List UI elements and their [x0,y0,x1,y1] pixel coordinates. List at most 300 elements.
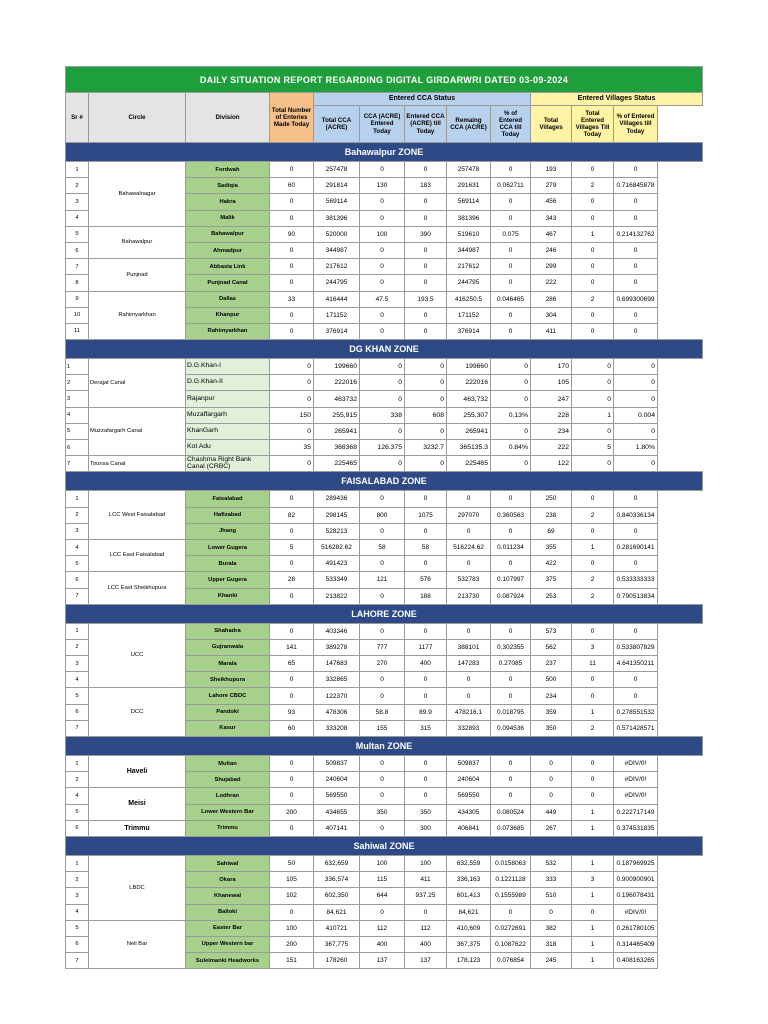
total-villages-cell: 228 [531,407,572,423]
remaining-cca-cell: 225465 [447,456,491,472]
division-name: Punjnad Canal [186,275,270,291]
villages-till-today-cell: 1 [572,855,614,871]
total-villages-cell: 510 [531,888,572,904]
remaining-cca-cell: 569114 [447,194,491,210]
division-name: Khanewal [186,888,270,904]
header-total-cca: Total CCA (ACRE) [314,106,360,143]
cca-today-cell: 270 [360,656,405,672]
remaining-cca-cell: 463,732 [447,391,491,407]
total-villages-cell: 343 [531,210,572,226]
remaining-cca-cell: 532783 [447,572,491,588]
total-villages-cell: 222 [531,275,572,291]
cca-till-today-cell: 0 [405,307,447,323]
total-entries-cell: 0 [270,788,314,804]
sr-number: 4 [66,210,89,226]
circle-name: Haveli [89,756,186,788]
pct-villages-cell: 0.900900901 [614,872,658,888]
villages-till-today-cell: 2 [572,291,614,307]
remaining-cca-cell: 434305 [447,804,491,820]
cca-till-today-cell: 0 [405,556,447,572]
table-row [66,359,703,375]
remaining-cca-cell: 410,609 [447,920,491,936]
cca-today-cell: 0 [360,423,405,439]
sr-number: 2 [66,872,89,888]
villages-till-today-cell: 0 [572,359,614,375]
remaining-cca-cell: 257478 [447,162,491,178]
cca-till-today-cell: 0 [405,423,447,439]
villages-till-today-cell: 0 [572,491,614,507]
remaining-cca-cell: 632,559 [447,855,491,871]
pct-villages-cell: 0 [614,672,658,688]
pct-cca-cell: 0.0272691 [491,920,531,936]
pct-villages-cell: 0.187969925 [614,855,658,871]
total-entries-cell: 0 [270,323,314,339]
table-row [66,226,703,242]
pct-villages-cell: 0.004 [614,407,658,423]
pct-villages-cell: 0 [614,359,658,375]
total-cca-cell: 528213 [314,523,360,539]
cca-till-today-cell: 0 [405,194,447,210]
cca-today-cell: 777 [360,639,405,655]
sr-number: 6 [66,440,89,456]
pct-cca-cell: 0 [491,194,531,210]
remaining-cca-cell: 406841 [447,820,491,836]
total-entries-cell: 0 [270,375,314,391]
total-villages-cell: 246 [531,242,572,258]
header-total-villages: Total Villages [531,106,572,143]
girdawri-report-table [65,66,703,969]
sr-number: 7 [66,259,89,275]
cca-till-today-cell: 400 [405,656,447,672]
cca-till-today-cell: 411 [405,872,447,888]
sr-number: 7 [66,456,89,472]
division-name: Hafizabad [186,507,270,523]
pct-cca-cell: 0 [491,259,531,275]
table-row [66,539,703,555]
total-entries-cell: 151 [270,953,314,969]
total-entries-cell: 0 [270,623,314,639]
total-villages-cell: 562 [531,639,572,655]
header-villages-till-today: Total Entered Villages Till Today [572,106,614,143]
remaining-cca-cell: 336,163 [447,872,491,888]
pct-villages-cell: 0 [614,194,658,210]
division-name: Burala [186,556,270,572]
zone-title: FAISALABAD ZONE [66,472,703,491]
pct-cca-cell: 0.27085 [491,656,531,672]
sr-number: 3 [66,391,89,407]
remaining-cca-cell: 344987 [447,242,491,258]
circle-name: Neli Bar [89,920,186,969]
sr-number: 2 [66,507,89,523]
cca-till-today-cell: 1177 [405,639,447,655]
pct-villages-cell: 0 [614,275,658,291]
remaining-cca-cell: 199660 [447,359,491,375]
total-cca-cell: 222016 [314,375,360,391]
total-entries-cell: 35 [270,440,314,456]
circle-name: LBDC [89,855,186,920]
cca-today-cell: 0 [360,588,405,604]
pct-cca-cell: 0 [491,904,531,920]
pct-cca-cell: 0.075 [491,226,531,242]
cca-till-today-cell: 0 [405,756,447,772]
villages-till-today-cell: 1 [572,704,614,720]
cca-today-cell: 350 [360,804,405,820]
header-cca-today: CCA (ACRE) Entered Today [360,106,405,143]
report-title: DAILY SITUATION REPORT REGARDING DIGITAL GIRDARWRI DATED 03-09-2024 [66,67,703,93]
circle-name: Rahimyarkhan [89,291,186,340]
pct-villages-cell: 0.716845878 [614,178,658,194]
division-name: Abbasia Link [186,259,270,275]
total-villages-cell: 247 [531,391,572,407]
pct-cca-cell: 0.84% [491,440,531,456]
pct-villages-cell: 0.840336134 [614,507,658,523]
division-name: D.G.Khan-I [186,359,270,375]
total-villages-cell: 0 [531,756,572,772]
pct-cca-cell: 0.080524 [491,804,531,820]
pct-villages-cell: 0.790513834 [614,588,658,604]
sr-number: 6 [66,572,89,588]
pct-villages-cell: 0 [614,375,658,391]
remaining-cca-cell: 0 [447,672,491,688]
pct-cca-cell: 0 [491,323,531,339]
total-villages-cell: 237 [531,656,572,672]
total-villages-cell: 449 [531,804,572,820]
total-entries-cell: 90 [270,226,314,242]
villages-till-today-cell: 1 [572,953,614,969]
cca-till-today-cell: 0 [405,162,447,178]
total-entries-cell: 0 [270,275,314,291]
total-entries-cell: 0 [270,491,314,507]
remaining-cca-cell: 516224.62 [447,539,491,555]
villages-till-today-cell: 0 [572,788,614,804]
division-name: Sahiwal [186,855,270,871]
zone-header-row [66,472,703,491]
total-cca-cell: 217612 [314,259,360,275]
total-villages-cell: 456 [531,194,572,210]
total-villages-cell: 0 [531,772,572,788]
table-row [66,162,703,178]
pct-villages-cell: 0.314465409 [614,936,658,952]
total-villages-cell: 500 [531,672,572,688]
cca-today-cell: 0 [360,523,405,539]
total-villages-cell: 250 [531,491,572,507]
remaining-cca-cell: 365135.3 [447,440,491,456]
cca-today-cell: 0 [360,194,405,210]
cca-till-today-cell: 0 [405,242,447,258]
cca-today-cell: 0 [360,210,405,226]
total-cca-cell: 389278 [314,639,360,655]
pct-villages-cell: 0.374531835 [614,820,658,836]
zone-title: LAHORE ZONE [66,604,703,623]
cca-today-cell: 0 [360,307,405,323]
zone-header-row [66,737,703,756]
report-title-row [66,67,703,93]
total-villages-cell: 411 [531,323,572,339]
total-villages-cell: 299 [531,259,572,275]
cca-till-today-cell: 0 [405,375,447,391]
pct-villages-cell: 0.408163265 [614,953,658,969]
total-cca-cell: 225465 [314,456,360,472]
division-name: Kot Adu [186,440,270,456]
sr-number: 4 [66,672,89,688]
sr-number: 3 [66,656,89,672]
villages-till-today-cell: 0 [572,391,614,407]
pct-cca-cell: 0 [491,772,531,788]
pct-villages-cell: 0.261780105 [614,920,658,936]
total-entries-cell: 105 [270,872,314,888]
cca-today-cell: 155 [360,720,405,736]
pct-cca-cell: 0 [491,375,531,391]
cca-today-cell: 0 [360,772,405,788]
pct-cca-cell: 0 [491,672,531,688]
total-villages-cell: 238 [531,507,572,523]
total-entries-cell: 93 [270,704,314,720]
total-cca-cell: 367,775 [314,936,360,952]
circle-name: UCC [89,623,186,688]
cca-today-cell: 137 [360,953,405,969]
remaining-cca-cell: 0 [447,523,491,539]
division-name: Sadiqia [186,178,270,194]
pct-villages-cell: 0 [614,259,658,275]
division-name: Okara [186,872,270,888]
cca-till-today-cell: 100 [405,855,447,871]
cca-today-cell: 0 [360,375,405,391]
division-name: Bahawalpur [186,226,270,242]
sr-number: 3 [66,888,89,904]
pct-villages-cell: 0 [614,391,658,407]
division-name: Rahimyarkhan [186,323,270,339]
division-name: Marala [186,656,270,672]
sr-number: 2 [66,375,89,391]
total-villages-cell: 333 [531,872,572,888]
pct-cca-cell: 0 [491,556,531,572]
cca-till-today-cell: 315 [405,720,447,736]
division-name: Lahore CBDC [186,688,270,704]
cca-today-cell: 112 [360,920,405,936]
pct-cca-cell: 0 [491,756,531,772]
total-entries-cell: 0 [270,820,314,836]
total-cca-cell: 478306 [314,704,360,720]
circle-name: DCC [89,688,186,737]
total-villages-cell: 318 [531,936,572,952]
total-entries-cell: 0 [270,588,314,604]
villages-till-today-cell: 11 [572,656,614,672]
cca-today-cell: 0 [360,788,405,804]
total-villages-cell: 382 [531,920,572,936]
cca-till-today-cell: 0 [405,259,447,275]
villages-till-today-cell: 0 [572,307,614,323]
total-cca-cell: 265941 [314,423,360,439]
division-name: Lower Gugera [186,539,270,555]
cca-till-today-cell: 576 [405,572,447,588]
sr-number: 7 [66,720,89,736]
villages-till-today-cell: 0 [572,556,614,572]
division-name: Khanpur [186,307,270,323]
pct-cca-cell: 0.360563 [491,507,531,523]
villages-till-today-cell: 0 [572,162,614,178]
division-name: Upper Gugera [186,572,270,588]
division-name: Suleimanki Headworks [186,953,270,969]
header-pct-cca: % of Entered CCA till Today [491,106,531,143]
villages-till-today-cell: 2 [572,588,614,604]
cca-today-cell: 0 [360,391,405,407]
remaining-cca-cell: 255,307 [447,407,491,423]
table-row [66,456,703,472]
total-cca-cell: 602,350 [314,888,360,904]
pct-cca-cell: 0.1087622 [491,936,531,952]
cca-today-cell: 800 [360,507,405,523]
pct-villages-cell: 0 [614,242,658,258]
cca-today-cell: 58 [360,539,405,555]
cca-till-today-cell: 89.9 [405,704,447,720]
pct-villages-cell: 0 [614,491,658,507]
total-entries-cell: 0 [270,523,314,539]
division-name: Shujabad [186,772,270,788]
villages-till-today-cell: 5 [572,440,614,456]
total-entries-cell: 141 [270,639,314,655]
header-cca-till-today: Entered CCA (ACRE) till Today [405,106,447,143]
division-name: Multan [186,756,270,772]
villages-till-today-cell: 0 [572,772,614,788]
cca-till-today-cell: 3232.7 [405,440,447,456]
pct-cca-cell: 0.107997 [491,572,531,588]
pct-cca-cell: 0.302355 [491,639,531,655]
pct-villages-cell: 0.214132762 [614,226,658,242]
total-villages-cell: 69 [531,523,572,539]
pct-cca-cell: 0.0158063 [491,855,531,871]
total-cca-cell: 240604 [314,772,360,788]
total-villages-cell: 286 [531,291,572,307]
cca-today-cell: 644 [360,888,405,904]
division-name: Hakra [186,194,270,210]
header-row-1 [66,93,703,106]
total-cca-cell: 199660 [314,359,360,375]
remaining-cca-cell: 0 [447,491,491,507]
table-row [66,407,703,423]
pct-cca-cell: 0 [491,456,531,472]
total-cca-cell: 434655 [314,804,360,820]
pct-villages-cell: 0 [614,623,658,639]
cca-till-today-cell: 390 [405,226,447,242]
villages-till-today-cell: 0 [572,904,614,920]
villages-till-today-cell: 0 [572,623,614,639]
villages-till-today-cell: 1 [572,539,614,555]
total-villages-cell: 234 [531,423,572,439]
total-villages-cell: 267 [531,820,572,836]
total-cca-cell: 491423 [314,556,360,572]
total-entries-cell: 150 [270,407,314,423]
villages-till-today-cell: 0 [572,242,614,258]
pct-villages-cell: 0.571428571 [614,720,658,736]
division-name: Ahmadpur [186,242,270,258]
sr-number: 1 [66,623,89,639]
pct-cca-cell: 0.011234 [491,539,531,555]
cca-till-today-cell: 0 [405,904,447,920]
division-name: Faisalabad [186,491,270,507]
total-cca-cell: 569114 [314,194,360,210]
sr-number: 5 [66,226,89,242]
sr-number: 1 [66,855,89,871]
cca-till-today-cell: 1075 [405,507,447,523]
total-entries-cell: 60 [270,178,314,194]
villages-till-today-cell: 3 [572,872,614,888]
total-entries-cell: 0 [270,756,314,772]
table-row [66,788,703,804]
cca-till-today-cell: 137 [405,953,447,969]
pct-cca-cell: 0.087924 [491,588,531,604]
cca-till-today-cell: 188 [405,588,447,604]
remaining-cca-cell: 381396 [447,210,491,226]
cca-today-cell: 0 [360,904,405,920]
cca-today-cell: 0 [360,556,405,572]
header-sr: Sr # [66,93,89,143]
header-villages-status: Entered Villages Status [531,93,703,106]
sr-number: 9 [66,291,89,307]
sr-number: 2 [66,178,89,194]
division-name: Lodhran [186,788,270,804]
total-entries-cell: 0 [270,194,314,210]
total-entries-cell: 0 [270,423,314,439]
cca-till-today-cell: 937.25 [405,888,447,904]
cca-today-cell: 0 [360,688,405,704]
remaining-cca-cell: 416250.5 [447,291,491,307]
cca-today-cell: 0 [360,672,405,688]
cca-till-today-cell: 0 [405,359,447,375]
pct-villages-cell: 0 [614,307,658,323]
cca-till-today-cell: 350 [405,804,447,820]
remaining-cca-cell: 171152 [447,307,491,323]
villages-till-today-cell: 0 [572,210,614,226]
total-cca-cell: 291814 [314,178,360,194]
remaining-cca-cell: 217612 [447,259,491,275]
zone-title: DG KHAN ZONE [66,340,703,359]
total-cca-cell: 333208 [314,720,360,736]
cca-today-cell: 0 [360,259,405,275]
cca-today-cell: 0 [360,359,405,375]
header-total-entries: Total Number of Enteries Made Today [270,93,314,143]
total-cca-cell: 344987 [314,242,360,258]
pct-cca-cell: 0 [491,623,531,639]
sr-number: 5 [66,423,89,439]
circle-name: Muzzafargarh Canal [89,407,186,456]
sr-number: 5 [66,556,89,572]
pct-cca-cell: 0.076854 [491,953,531,969]
sr-number: 4 [66,407,89,423]
sr-number: 6 [66,820,89,836]
total-villages-cell: 105 [531,375,572,391]
pct-villages-cell: 0 [614,456,658,472]
division-name: D.G.Khan-II [186,375,270,391]
remaining-cca-cell: 569550 [447,788,491,804]
pct-cca-cell: 0 [491,242,531,258]
total-villages-cell: 375 [531,572,572,588]
total-entries-cell: 0 [270,162,314,178]
remaining-cca-cell: 147283 [447,656,491,672]
pct-cca-cell: 0 [491,688,531,704]
division-name: Gujranwala [186,639,270,655]
total-cca-cell: 147683 [314,656,360,672]
pct-villages-cell: 0 [614,323,658,339]
zone-header-row [66,143,703,162]
pct-villages-cell: 4.641350211 [614,656,658,672]
cca-till-today-cell: 0 [405,275,447,291]
remaining-cca-cell: 84,621 [447,904,491,920]
sr-number: 3 [66,523,89,539]
remaining-cca-cell: 376914 [447,323,491,339]
pct-villages-cell: #DIV/0! [614,788,658,804]
total-villages-cell: 253 [531,588,572,604]
remaining-cca-cell: 601,413 [447,888,491,904]
